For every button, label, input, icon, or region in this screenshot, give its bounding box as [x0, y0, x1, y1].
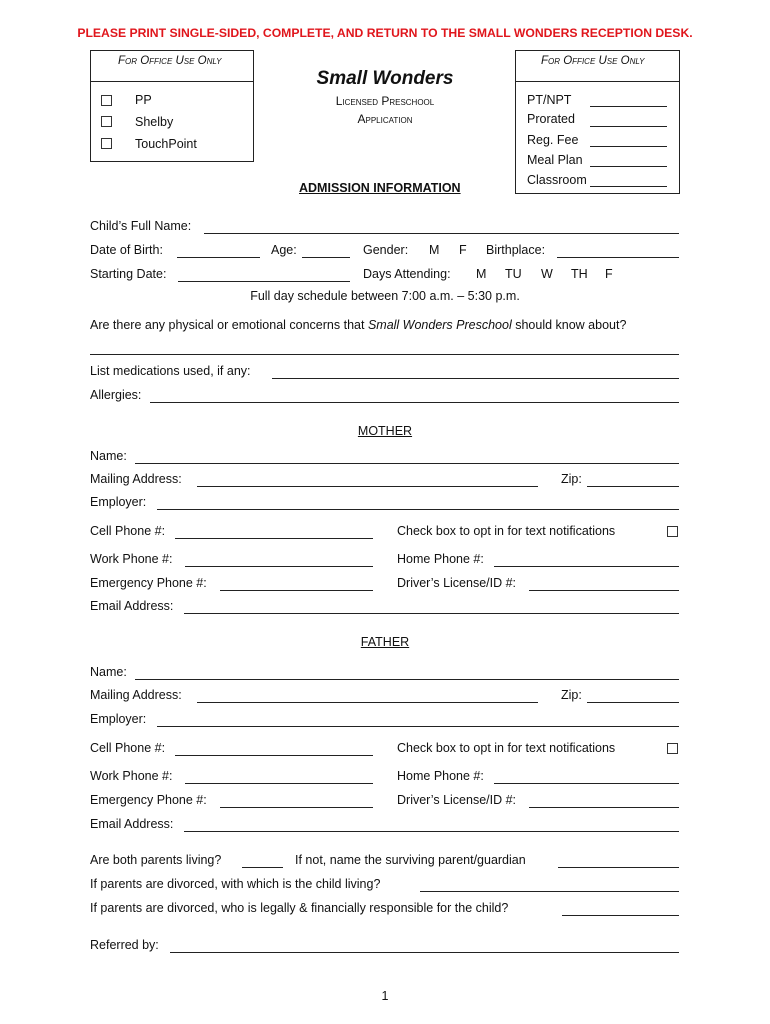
- father-emergency-label: Emergency Phone #:: [90, 793, 207, 807]
- office-item-prorated: Prorated: [527, 112, 575, 126]
- birthplace-label: Birthplace:: [486, 243, 546, 257]
- school-line1: Licensed Preschool: [335, 94, 435, 108]
- mother-cell-field[interactable]: [175, 538, 373, 539]
- mother-work-field[interactable]: [185, 566, 373, 567]
- father-email-label: Email Address:: [90, 817, 174, 831]
- gender-m-option[interactable]: M: [429, 243, 440, 257]
- allergies-field[interactable]: [150, 402, 679, 403]
- school-name: Small Wonders: [316, 68, 454, 89]
- father-cell-label: Cell Phone #:: [90, 741, 166, 755]
- divorced-resp-field[interactable]: [562, 915, 679, 916]
- day-option-f[interactable]: F: [605, 267, 613, 281]
- both-living-label: Are both parents living?: [90, 853, 222, 867]
- father-zip-field[interactable]: [587, 702, 679, 703]
- father-zip-label: Zip:: [561, 688, 582, 702]
- office-item-regfee: Reg. Fee: [527, 133, 579, 147]
- dob-label: Date of Birth:: [90, 243, 163, 257]
- day-option-th[interactable]: TH: [571, 267, 588, 281]
- office-use-title-left: For Office Use Only: [118, 55, 222, 67]
- mother-name-field[interactable]: [135, 463, 679, 464]
- mother-name-label: Name:: [90, 449, 127, 463]
- office-item-pp: PP: [135, 93, 152, 107]
- father-section-title: FATHER: [360, 635, 410, 649]
- day-option-w[interactable]: W: [541, 267, 553, 281]
- father-license-field[interactable]: [529, 807, 679, 808]
- mother-emergency-label: Emergency Phone #:: [90, 576, 207, 590]
- both-living-field[interactable]: [242, 867, 283, 868]
- father-license-label: Driver’s License/ID #:: [397, 793, 517, 807]
- office-field-regfee[interactable]: [590, 146, 667, 147]
- medications-label: List medications used, if any:: [90, 364, 251, 378]
- office-item-shelby: Shelby: [135, 115, 174, 129]
- days-attending-label: Days Attending:: [363, 267, 451, 281]
- header-notice: PLEASE PRINT SINGLE-SIDED, COMPLETE, AND RETURN TO THE SMALL WONDERS RECEPTION DESK.: [77, 26, 693, 40]
- divorced-resp-label: If parents are divorced, who is legally & financially responsible for the child?: [90, 901, 509, 915]
- mother-mailing-label: Mailing Address:: [90, 472, 182, 486]
- office-field-ptnpt[interactable]: [590, 106, 667, 107]
- mother-section-title: MOTHER: [357, 424, 413, 438]
- office-item-mealplan: Meal Plan: [527, 153, 583, 167]
- father-employer-label: Employer:: [90, 712, 147, 726]
- schedule-note: Full day schedule between 7:00 a.m. – 5:30 p.m.: [250, 289, 520, 303]
- mother-work-label: Work Phone #:: [90, 552, 173, 566]
- father-work-label: Work Phone #:: [90, 769, 173, 783]
- father-work-field[interactable]: [185, 783, 373, 784]
- mother-license-label: Driver’s License/ID #:: [397, 576, 517, 590]
- concerns-field[interactable]: [90, 354, 679, 355]
- father-text-opt-checkbox[interactable]: [667, 743, 678, 754]
- office-item-classroom: Classroom: [527, 173, 587, 187]
- father-emergency-field[interactable]: [220, 807, 373, 808]
- gender-f-option[interactable]: F: [459, 243, 467, 257]
- divorced-living-field[interactable]: [420, 891, 679, 892]
- mother-cell-label: Cell Phone #:: [90, 524, 166, 538]
- day-option-m[interactable]: M: [476, 267, 487, 281]
- mother-emergency-field[interactable]: [220, 590, 373, 591]
- office-item-ptnpt: PT/NPT: [527, 93, 572, 107]
- mother-zip-label: Zip:: [561, 472, 582, 486]
- age-field[interactable]: [302, 257, 350, 258]
- divorced-living-label: If parents are divorced, with which is the child living?: [90, 877, 381, 891]
- mother-employer-label: Employer:: [90, 495, 147, 509]
- father-home-field[interactable]: [494, 783, 679, 784]
- child-full-name-field[interactable]: [204, 233, 679, 234]
- mother-email-label: Email Address:: [90, 599, 174, 613]
- starting-date-field[interactable]: [178, 281, 350, 282]
- concerns-text-post: should know about?: [511, 318, 627, 332]
- father-name-field[interactable]: [135, 679, 679, 680]
- day-option-tu[interactable]: TU: [505, 267, 522, 281]
- father-employer-field[interactable]: [157, 726, 679, 727]
- dob-field[interactable]: [177, 257, 260, 258]
- mother-email-field[interactable]: [184, 613, 679, 614]
- allergies-label: Allergies:: [90, 388, 142, 402]
- office-field-prorated[interactable]: [590, 126, 667, 127]
- office-field-classroom[interactable]: [590, 186, 667, 187]
- admission-title: ADMISSION INFORMATION: [299, 181, 461, 195]
- office-field-mealplan[interactable]: [590, 166, 667, 167]
- father-home-label: Home Phone #:: [397, 769, 484, 783]
- medications-field[interactable]: [272, 378, 679, 379]
- referred-field[interactable]: [170, 952, 679, 953]
- school-line2: Application: [357, 112, 413, 126]
- father-text-opt-label: Check box to opt in for text notifications: [397, 741, 616, 755]
- mother-home-field[interactable]: [494, 566, 679, 567]
- office-use-title-right: For Office Use Only: [541, 55, 645, 67]
- father-email-field[interactable]: [184, 831, 679, 832]
- office-item-touchpoint: TouchPoint: [135, 137, 197, 151]
- mother-home-label: Home Phone #:: [397, 552, 484, 566]
- concerns-text-pre: Are there any physical or emotional concerns that: [90, 318, 368, 332]
- age-label: Age:: [271, 243, 297, 257]
- surviving-label: If not, name the surviving parent/guardian: [295, 853, 526, 867]
- mother-zip-field[interactable]: [587, 486, 679, 487]
- concerns-text-school: Small Wonders Preschool: [367, 318, 512, 332]
- surviving-field[interactable]: [558, 867, 679, 868]
- mother-text-opt-checkbox[interactable]: [667, 526, 678, 537]
- child-full-name-label: Child’s Full Name:: [90, 219, 192, 233]
- mother-license-field[interactable]: [529, 590, 679, 591]
- starting-date-label: Starting Date:: [90, 267, 167, 281]
- father-cell-field[interactable]: [175, 755, 373, 756]
- office-checkbox-touchpoint[interactable]: [101, 138, 112, 149]
- father-mailing-label: Mailing Address:: [90, 688, 182, 702]
- father-mailing-field[interactable]: [197, 702, 538, 703]
- concerns-question: [90, 318, 626, 332]
- birthplace-field[interactable]: [557, 257, 679, 258]
- mother-text-opt-label: Check box to opt in for text notifications: [397, 524, 616, 538]
- father-name-label: Name:: [90, 665, 127, 679]
- mother-employer-field[interactable]: [157, 509, 679, 510]
- mother-mailing-field[interactable]: [197, 486, 538, 487]
- gender-label: Gender:: [363, 243, 409, 257]
- referred-label: Referred by:: [90, 938, 159, 952]
- page-number: 1: [381, 989, 389, 1003]
